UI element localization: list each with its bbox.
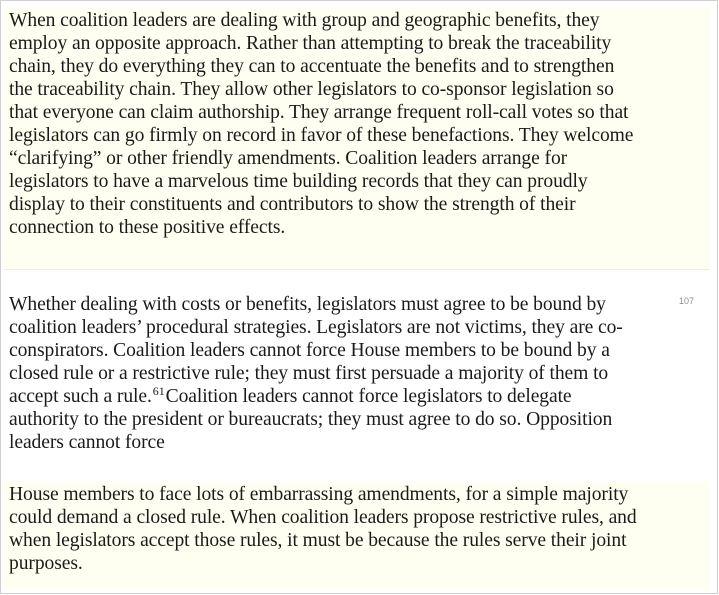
text-line: legislators to have a marvelous time building records that they can proudly bbox=[9, 171, 588, 192]
text-line: employ an opposite approach. Rather than attempting to break the traceability bbox=[9, 33, 612, 54]
text-line: chain, they do everything they can to accentuate the benefits and to strengthen bbox=[9, 56, 615, 77]
text-line: “clarifying” or other friendly amendments. Coalition leaders arrange for bbox=[9, 148, 568, 169]
text-line-with-footnote bbox=[9, 385, 702, 408]
paragraph-procedural-strategies bbox=[4, 291, 710, 476]
text-line: purposes. bbox=[9, 553, 83, 574]
text-line: coalition leaders’ procedural strategies. Legislators are not victims, they are co- bbox=[9, 317, 623, 338]
text-line: leaders cannot force bbox=[9, 432, 165, 453]
text-line: display to their constituents and contributors to show the strength of their bbox=[9, 194, 576, 215]
footnote-marker[interactable]: 61 bbox=[152, 384, 165, 398]
text-line: House members to face lots of embarrassing amendments, for a simple majority bbox=[9, 484, 629, 505]
text-line: closed rule or a restrictive rule; they must first persuade a majority of them to bbox=[9, 363, 609, 384]
text-line: connection to these positive effects. bbox=[9, 217, 286, 238]
paragraph-closed-rule bbox=[4, 481, 710, 589]
text-line: conspirators. Coalition leaders cannot force House members to be bound by a bbox=[9, 340, 610, 361]
text-line: legislators can go firmly on record in favor of these benefactions. They welcome bbox=[9, 125, 634, 146]
text-line: Whether dealing with costs or benefits, legislators must agree to be bound by bbox=[9, 294, 606, 315]
text-segment: accept such a rule. bbox=[9, 386, 152, 407]
text-line: authority to the president or bureaucrats; they must agree to do so. Opposition bbox=[9, 409, 613, 430]
page-number: 107 bbox=[679, 296, 695, 306]
paragraph-group-benefits bbox=[4, 7, 710, 270]
text-line: the traceability chain. They allow other legislators to co-sponsor legislation so bbox=[9, 79, 614, 100]
text-segment: Coalition leaders cannot force legislators to delegate bbox=[165, 386, 572, 407]
text-line: that everyone can claim authorship. They arrange frequent roll-call votes so that bbox=[9, 102, 629, 123]
text-line: when legislators accept those rules, it must be because the rules serve their joint bbox=[9, 530, 627, 551]
text-line: When coalition leaders are dealing with group and geographic benefits, they bbox=[9, 10, 600, 31]
text-line: could demand a closed rule. When coalition leaders propose restrictive rules, and bbox=[9, 507, 637, 528]
